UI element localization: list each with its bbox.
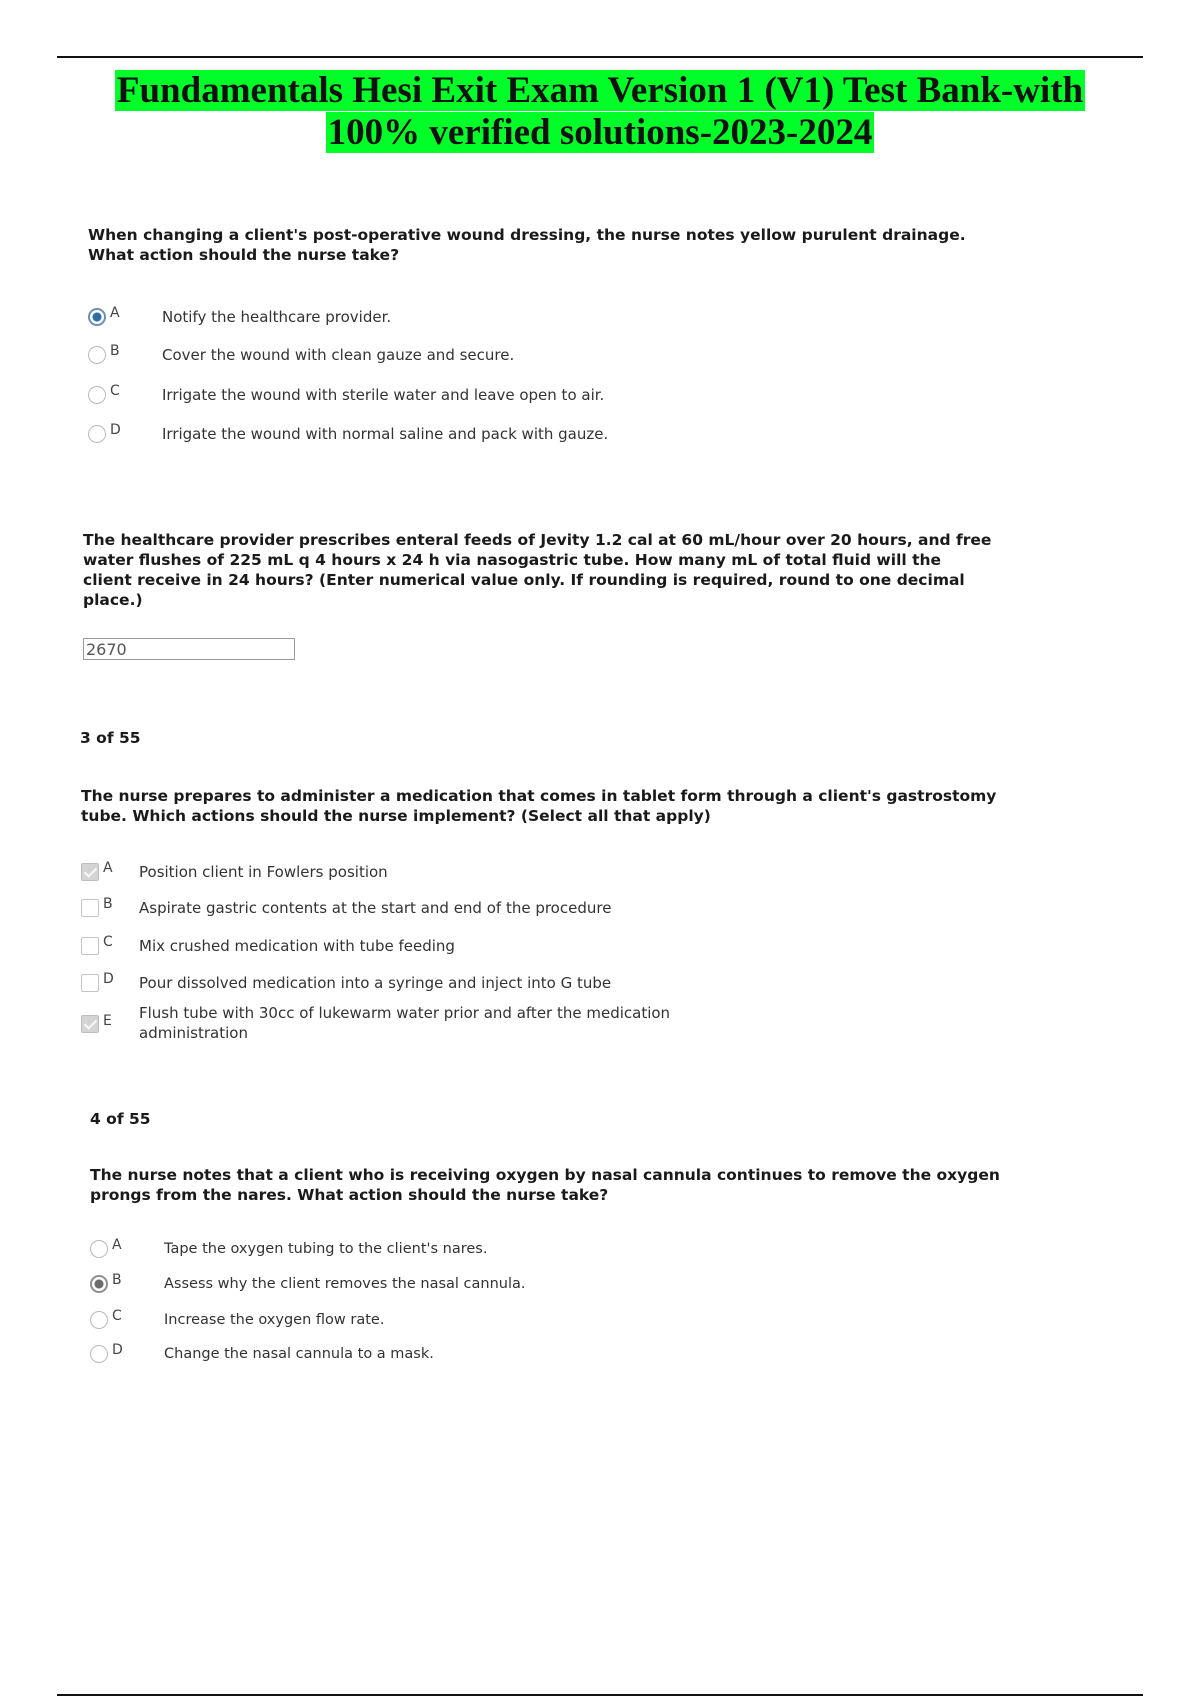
radio-icon[interactable]: [90, 1311, 108, 1329]
question-4-counter: 4 of 55: [90, 1110, 151, 1128]
radio-selected-icon[interactable]: [90, 1275, 108, 1293]
top-divider: [57, 56, 1143, 58]
title-line-1: Fundamentals Hesi Exit Exam Version 1 (V1) Test Bank-with: [116, 70, 1084, 111]
q3-option-a[interactable]: A Position client in Fowlers position: [81, 860, 388, 884]
question-2-prompt: The healthcare provider prescribes enteral feeds of Jevity 1.2 cal at 60 mL/hour over 20 hours, and free water flushes of 225 mL q 4 hours x 24 h via nasogastric tube. How many mL of total fluid will the client receive in 24 hours? (Enter numerical value only. If rounding is required, round to one decimal place.): [83, 531, 992, 609]
title-line-2: 100% verified solutions-2023-2024: [327, 112, 873, 153]
q1-option-b[interactable]: B Cover the wound with clean gauze and secure.: [88, 343, 514, 367]
question-4-prompt: The nurse notes that a client who is receiving oxygen by nasal cannula continues to remove the oxygen prongs from the nares. What action should the nurse take?: [90, 1166, 1000, 1204]
q1-option-c[interactable]: C Irrigate the wound with sterile water and leave open to air.: [88, 383, 604, 407]
document-title: [0, 70, 1200, 154]
checkbox-icon[interactable]: [81, 937, 99, 955]
question-3-prompt: The nurse prepares to administer a medication that comes in tablet form through a client's gastrostomy tube. Which actions should the nurse implement? (Select all that apply): [81, 787, 997, 825]
bottom-divider: [57, 1694, 1143, 1696]
q4-option-d[interactable]: D Change the nasal cannula to a mask.: [90, 1342, 434, 1366]
checkbox-checked-icon[interactable]: [81, 863, 99, 881]
q4-option-a[interactable]: A Tape the oxygen tubing to the client's nares.: [90, 1237, 487, 1261]
question-1-prompt: When changing a client's post-operative wound dressing, the nurse notes yellow purulent drainage. What action should the nurse take?: [88, 226, 966, 264]
checkbox-icon[interactable]: [81, 899, 99, 917]
q3-option-d[interactable]: D Pour dissolved medication into a syringe and inject into G tube: [81, 971, 611, 995]
q3-option-e[interactable]: E Flush tube with 30cc of lukewarm water prior and after the medication administration: [81, 1003, 699, 1047]
q3-option-b[interactable]: B Aspirate gastric contents at the start and end of the procedure: [81, 896, 611, 920]
q1-option-a[interactable]: A Notify the healthcare provider.: [88, 305, 391, 329]
numeric-answer-input[interactable]: [83, 638, 295, 660]
radio-icon[interactable]: [88, 386, 106, 404]
question-3-counter: 3 of 55: [80, 729, 141, 747]
radio-icon[interactable]: [90, 1345, 108, 1363]
checkbox-icon[interactable]: [81, 974, 99, 992]
q4-option-c[interactable]: C Increase the oxygen flow rate.: [90, 1308, 384, 1332]
q4-option-b[interactable]: B Assess why the client removes the nasal cannula.: [90, 1272, 525, 1296]
radio-icon[interactable]: [90, 1240, 108, 1258]
radio-icon[interactable]: [88, 346, 106, 364]
q3-option-c[interactable]: C Mix crushed medication with tube feeding: [81, 934, 455, 958]
q1-option-d[interactable]: D Irrigate the wound with normal saline and pack with gauze.: [88, 422, 608, 446]
radio-icon[interactable]: [88, 425, 106, 443]
radio-selected-icon[interactable]: [88, 308, 106, 326]
checkbox-checked-icon[interactable]: [81, 1015, 99, 1033]
